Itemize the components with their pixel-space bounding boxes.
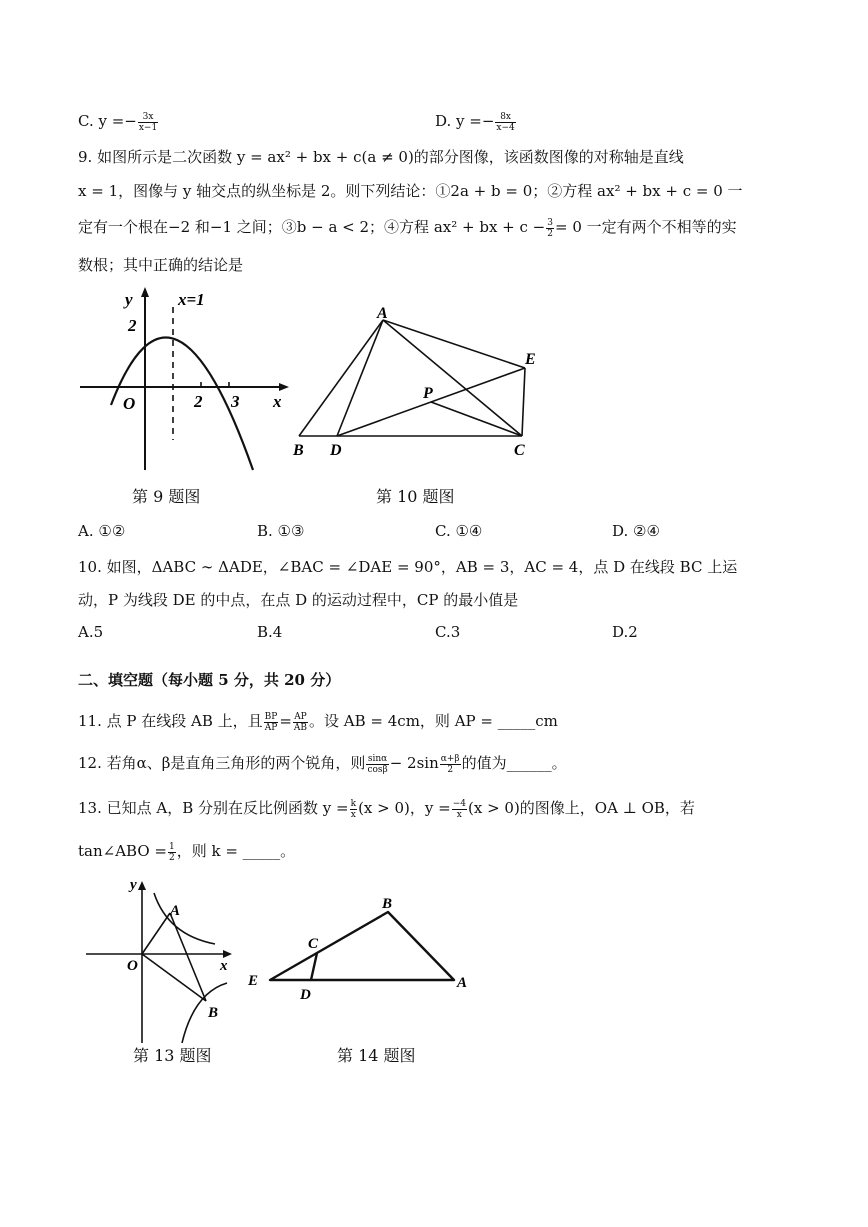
fig14-label-c: C — [308, 936, 319, 952]
fig9-label-x: x — [273, 392, 282, 411]
fig13-y-arrow — [138, 881, 146, 890]
fig13-label-x: x — [220, 958, 228, 974]
fig14-label-a: A — [457, 975, 468, 991]
q9-option-b: B. ①③ — [257, 522, 305, 540]
q9-line-4: 数根；其中正确的结论是 — [78, 256, 244, 274]
fig9-label-x3: 3 — [231, 392, 240, 411]
fig14-label-e: E — [248, 973, 259, 989]
fig13-caption: 第 13 题图 — [133, 1046, 212, 1065]
fig13-label-y: y — [130, 877, 137, 893]
figure-14 — [242, 890, 482, 1005]
fig13-curve-k — [154, 893, 215, 944]
fig10-ac — [383, 320, 522, 436]
fig10-label-e: E — [525, 351, 536, 368]
q13-line-2: tan∠ABO = $\frac{1}{2}$ ，则 k = _____。 — [78, 841, 296, 863]
fig10-ab — [299, 320, 383, 436]
q12-text: 12. 若角α、β是直角三角形的两个锐角，则 $\frac{\sin\alpha}{\cos\beta}$ − 2sin $\frac{\alpha+\beta}{2}$ 的值为______。 — [78, 753, 567, 775]
fig13-oa — [142, 913, 170, 954]
q10-line-2: 动，P 为线段 DE 的中点，在点 D 的运动过程中，CP 的最小值是 — [78, 591, 519, 609]
fig13-label-a: A — [170, 903, 181, 919]
fig10-caption: 第 10 题图 — [376, 487, 455, 506]
fig10-label-p: P — [423, 385, 433, 402]
fig13-label-b: B — [208, 1005, 219, 1021]
fig9-caption: 第 9 题图 — [132, 487, 201, 506]
q9-option-d: D. ②④ — [612, 522, 660, 540]
q10-option-c: C.3 — [435, 623, 461, 641]
q8-option-c: C. y =− $\frac{3x}{x-1}$ — [78, 111, 158, 133]
q10-line-1: 10. 如图，ΔABC ∼ ΔADE，∠BAC = ∠DAE = 90°，AB = 3，AC = 4，点 D 在线段 BC 上运 — [78, 558, 738, 576]
fig10-pc — [431, 402, 522, 436]
fig9-label-y: y — [125, 290, 133, 309]
fig10-ae — [383, 320, 525, 368]
fig10-label-d: D — [330, 442, 342, 459]
fig13-curve-neg4 — [182, 983, 227, 1043]
q9-line-3: 定有一个根在−2 和−1 之间；③b − a < 2；④方程 ax² + bx + c − $\frac{3}{2}$ = 0 一定有两个不相等的实 — [78, 217, 737, 239]
fig14-label-d: D — [300, 987, 311, 1003]
fig10-ec — [522, 368, 525, 436]
fig14-triangle-eab — [270, 912, 454, 980]
q9-line-1: 9. 如图所示是二次函数 y = ax² + bx + c(a ≠ 0)的部分图像，该函数图像的对称轴是直线 — [78, 148, 684, 166]
fig9-label-axis: x=1 — [178, 290, 205, 309]
fig10-label-c: C — [514, 442, 525, 459]
fig10-label-b: B — [293, 442, 304, 459]
section-heading: 二、填空题（每小题 5 分，共 20 分） — [78, 671, 341, 689]
q10-option-a: A.5 — [78, 623, 104, 641]
figure-10 — [285, 298, 555, 463]
q13-line-1: 13. 已知点 A，B 分别在反比例函数 y = $\frac{k}{x}$ (x > 0)，y = $\frac{-4}{x}$ (x > 0)的图像上，OA ⊥ OB，若 — [78, 798, 695, 820]
q10-option-b: B.4 — [257, 623, 283, 641]
fig9-label-y-intercept: 2 — [128, 316, 137, 335]
q9-line-2: x = 1，图像与 y 轴交点的纵坐标是 2。则下列结论：①2a + b = 0；②方程 ax² + bx + c = 0 一 — [78, 182, 743, 200]
fig14-label-b: B — [382, 896, 393, 912]
fig10-label-a: A — [377, 305, 388, 322]
q9-option-a: A. ①② — [78, 522, 126, 540]
q10-option-d: D.2 — [612, 623, 638, 641]
fig9-y-arrow — [141, 287, 149, 297]
figure-13 — [82, 875, 242, 1045]
fig9-label-x2: 2 — [194, 392, 203, 411]
fig14-caption: 第 14 题图 — [337, 1046, 416, 1065]
fig13-x-arrow — [223, 950, 232, 958]
fig10-ad — [337, 320, 383, 436]
q8-option-d: D. y =− $\frac{8x}{x-4}$ — [435, 111, 515, 133]
figure-9 — [75, 285, 295, 475]
fig9-label-origin: O — [123, 394, 136, 413]
q11-text: 11. 点 P 在线段 AB 上，且 $\frac{BP}{AP}$ = $\frac{AP}{AB}$ 。设 AB = 4cm，则 AP = _____cm — [78, 711, 558, 733]
q9-option-c: C. ①④ — [435, 522, 483, 540]
fig13-label-origin: O — [127, 958, 138, 974]
